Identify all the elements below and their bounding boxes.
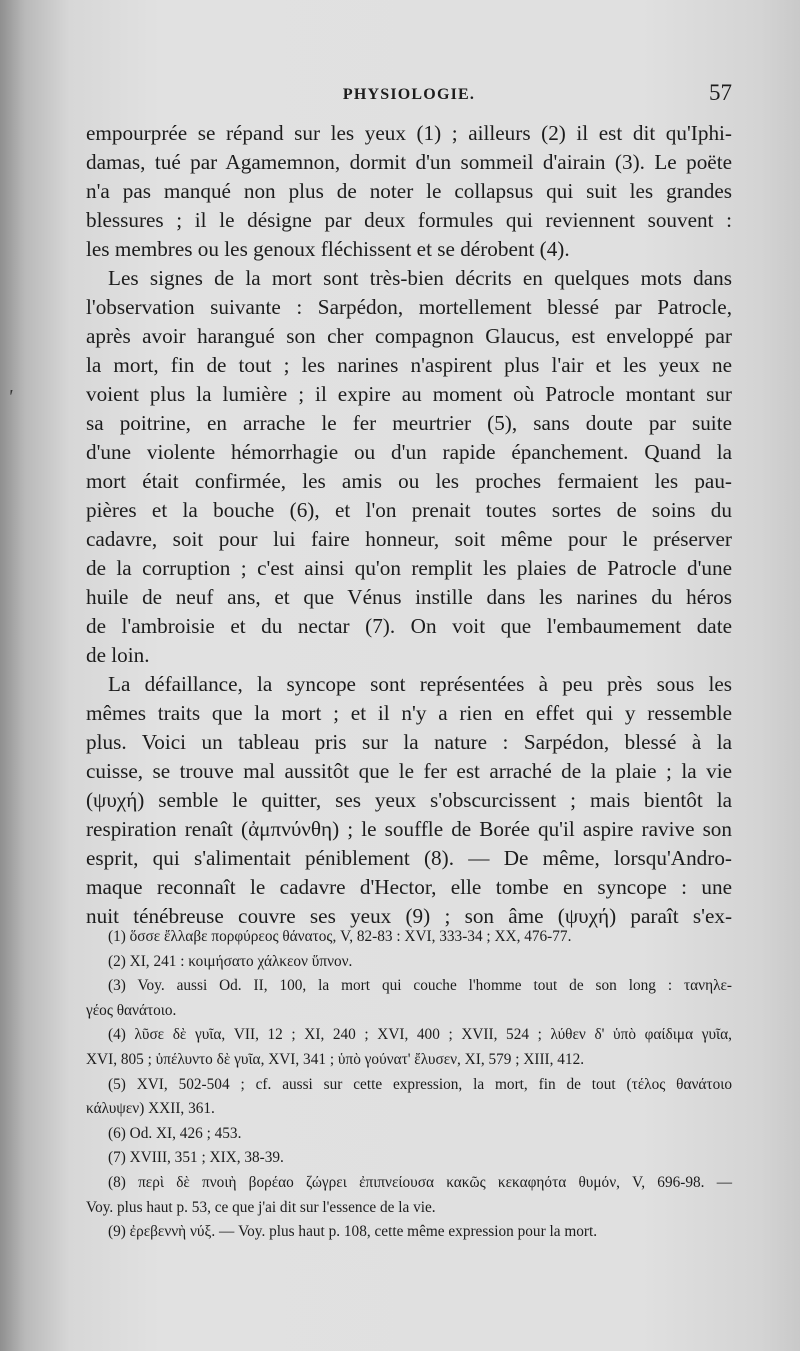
paragraph [86, 119, 732, 264]
body-text [86, 119, 732, 931]
text-line: de la corruption ; c'est ainsi qu'on remplit les plaies de Patrocle d'une [86, 556, 732, 580]
running-head: PHYSIOLOGIE. [342, 86, 476, 103]
footnote-continuation: γέος θανάτοιο. [86, 1001, 177, 1019]
footnote-continuation: κάλυψεν) XXII, 361. [86, 1100, 215, 1118]
text-line: maque reconnaît le cadavre d'Hector, elle tombe en syncope : une [86, 875, 732, 899]
text-line: de loin. [86, 643, 150, 667]
footnote: (7) XVIII, 351 ; XIX, 38-39. [108, 1149, 284, 1167]
footnote: (6) Od. XI, 426 ; 453. [108, 1124, 242, 1142]
footnotes [86, 925, 732, 1245]
paragraph [86, 670, 732, 931]
text-line: voient plus la lumière ; il expire au moment où Patrocle montant sur [86, 382, 732, 406]
text-line: La défaillance, la syncope sont représentées à peu près sous les [108, 672, 732, 696]
text-line: les membres ou les genoux fléchissent et se dérobent (4). [86, 237, 570, 261]
text-line: damas, tué par Agamemnon, dormit d'un sommeil d'airain (3). Le poëte [86, 150, 732, 174]
text-line: Les signes de la mort sont très-bien décrits en quelques mots dans [108, 266, 732, 290]
text-line: après avoir harangué son cher compagnon Glaucus, est enveloppé par [86, 324, 732, 348]
footnote-continuation: Voy. plus haut p. 53, ce que j'ai dit sur l'essence de la vie. [86, 1198, 436, 1216]
text-line: la mort, fin de tout ; les narines n'aspirent plus l'air et les yeux ne [86, 353, 732, 377]
page-header [86, 80, 732, 110]
text-line: huile de neuf ans, et que Vénus instille dans les narines du héros [86, 585, 732, 609]
footnote: (2) XI, 241 : κοιμήσατο χάλκεον ὕπνον. [108, 952, 353, 970]
footnote: (5) XVI, 502-504 ; cf. aussi sur cette expression, la mort, fin de tout (τέλος θανάτοιο [108, 1075, 732, 1093]
text-line: d'une violente hémorrhagie ou d'un rapide épanchement. Quand la [86, 440, 732, 464]
text-line: de l'ambroisie et du nectar (7). On voit que l'embaumement date [86, 614, 732, 638]
text-line: l'observation suivante : Sarpédon, mortellement blessé par Patrocle, [86, 295, 732, 319]
footnote: (3) Voy. aussi Od. II, 100, la mort qui couche l'homme tout de son long : τανηλε- [108, 977, 732, 995]
text-line: plus. Voici un tableau pris sur la nature : Sarpédon, blessé à la [86, 730, 732, 754]
text-line: pières et la bouche (6), et l'on prenait toutes sortes de soins du [86, 498, 732, 522]
text-line: empourprée se répand sur les yeux (1) ; ailleurs (2) il est dit qu'Iphi- [86, 121, 732, 145]
paragraph [86, 264, 732, 670]
text-line: cadavre, soit pour lui faire honneur, soit même pour le préserver [86, 527, 732, 551]
margin-mark: ' [8, 386, 13, 408]
footnote: (8) περὶ δὲ πνοιὴ βορέαο ζώγρει ἐπιπνείουσα κακῶς κεκαφηότα θυμόν, V, 696-98. — [108, 1173, 732, 1191]
footnote: (9) ἐρεβεννὴ νύξ. — Voy. plus haut p. 108, cette même expression pour la mort. [108, 1223, 598, 1241]
footnote-continuation: XVI, 805 ; ὑπέλυντο δὲ γυῖα, XVI, 341 ; ὑπὸ γούνατ' ἔλυσεν, XI, 579 ; XIII, 412. [86, 1050, 585, 1068]
footnote: (4) λῦσε δὲ γυῖα, VII, 12 ; XI, 240 ; XVI, 400 ; XVII, 524 ; λύθεν δ' ὑπὸ φαίδιμα γυῖα, [108, 1026, 732, 1044]
page-number: 57 [709, 80, 732, 105]
text-line: respiration renaît (ἀμπνύνθη) ; le souffle de Borée qu'il aspire ravive son [86, 817, 732, 841]
text-line: (ψυχή) semble le quitter, ses yeux s'obscurcissent ; mais bientôt la [86, 788, 732, 812]
text-line: n'a pas manqué non plus de noter le collapsus qui suit les grandes [86, 179, 732, 203]
text-line: esprit, qui s'alimentait péniblement (8). — De même, lorsqu'Andro- [86, 846, 732, 870]
text-line: mêmes traits que la mort ; et il n'y a rien en effet qui y ressemble [86, 701, 732, 725]
text-line: mort était confirmée, les amis ou les proches fermaient les pau- [86, 469, 732, 493]
text-line: nuit ténébreuse couvre ses yeux (9) ; son âme (ψυχή) paraît s'ex- [86, 904, 732, 928]
footnote: (1) ὅσσε ἔλλαβε πορφύρεος θάνατος, V, 82-83 : XVI, 333-34 ; XX, 476-77. [108, 928, 572, 945]
text-line: sa poitrine, en arrache le fer meurtrier (5), sans doute par suite [86, 411, 732, 435]
text-line: blessures ; il le désigne par deux formules qui reviennent souvent : [86, 208, 732, 232]
text-line: cuisse, se trouve mal aussitôt que le fer est arraché de la plaie ; la vie [86, 759, 732, 783]
